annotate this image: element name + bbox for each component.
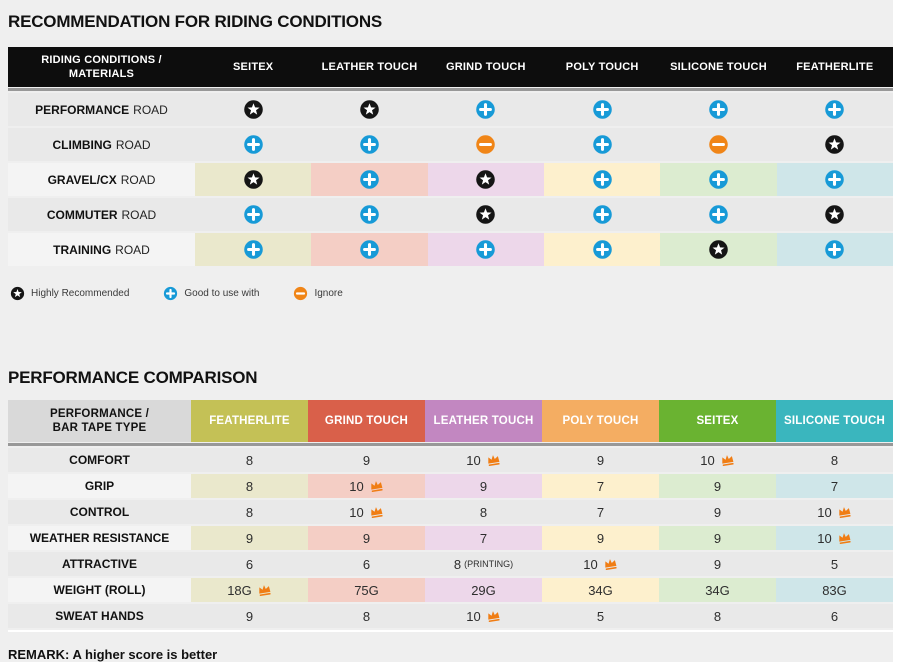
score-value: 9	[362, 452, 371, 468]
plus-icon	[359, 134, 380, 155]
legend	[10, 285, 893, 301]
rating-cell	[544, 93, 660, 126]
score-cell	[542, 552, 659, 576]
star-icon	[243, 99, 264, 120]
plus-icon	[243, 239, 264, 260]
table-row	[8, 552, 893, 576]
score-cell	[776, 552, 893, 576]
score-cell	[659, 474, 776, 498]
rating-cell	[311, 93, 427, 126]
row-label	[8, 163, 195, 196]
rating-cell	[311, 163, 427, 196]
score-value: 9	[596, 452, 605, 468]
plus-icon	[824, 169, 845, 190]
riding-table-title: RECOMMENDATION FOR RIDING CONDITIONS	[8, 12, 383, 31]
score-cell	[542, 474, 659, 498]
minus-icon	[475, 134, 496, 155]
star-icon	[824, 134, 845, 155]
plus-icon	[359, 239, 380, 260]
score-cell	[191, 578, 308, 602]
score-cell	[425, 474, 542, 498]
rating-cell	[660, 233, 776, 266]
score-value: 8	[830, 452, 839, 468]
row-label-bold: CONTROL	[69, 505, 130, 519]
table-row	[8, 526, 893, 550]
crown-icon	[486, 609, 501, 624]
score-cell	[425, 578, 542, 602]
crown-icon	[369, 505, 384, 520]
score-value: 8	[479, 504, 488, 520]
legend-label: Highly Recommended	[31, 287, 130, 299]
rating-cell	[311, 198, 427, 231]
score-suffix: (PRINTING)	[464, 559, 514, 569]
plus-icon	[243, 134, 264, 155]
header-underline	[8, 88, 893, 91]
plus-icon	[475, 99, 496, 120]
plus-icon	[163, 286, 178, 301]
riding-column-header: LEATHER TOUCH	[321, 60, 418, 73]
rating-cell	[195, 93, 311, 126]
rating-cell	[428, 233, 544, 266]
riding-corner-header: RIDING CONDITIONS / MATERIALS	[41, 53, 162, 80]
rating-cell	[311, 128, 427, 161]
score-value: 18G	[227, 582, 252, 598]
score-cell	[425, 448, 542, 472]
score-value: 9	[713, 556, 722, 572]
performance-column-header: SEITEX	[659, 400, 776, 442]
score-value: 34G	[705, 582, 730, 598]
legend-label: Good to use with	[184, 287, 260, 299]
riding-table-body	[8, 93, 893, 266]
star-icon	[475, 169, 496, 190]
plus-icon	[359, 204, 380, 225]
score-cell	[191, 604, 308, 628]
score-value: 7	[596, 504, 605, 520]
score-value: 9	[479, 478, 488, 494]
score-cell	[308, 578, 425, 602]
plus-icon	[359, 169, 380, 190]
performance-table-body	[8, 448, 893, 628]
best-score-crown	[837, 505, 852, 520]
score-cell	[191, 552, 308, 576]
row-label	[8, 526, 191, 550]
rating-cell	[777, 163, 893, 196]
crown-icon	[837, 531, 852, 546]
rating-cell	[195, 233, 311, 266]
score-value: 5	[596, 608, 605, 624]
table-row	[8, 474, 893, 498]
score-value: 10	[466, 608, 481, 624]
best-score-crown	[720, 453, 735, 468]
rating-cell	[544, 198, 660, 231]
score-cell	[776, 578, 893, 602]
star-icon	[10, 286, 25, 301]
score-value: 10	[817, 504, 832, 520]
score-cell	[191, 500, 308, 524]
riding-table-header	[8, 47, 893, 87]
riding-column-header: SILICONE TOUCH	[670, 60, 767, 73]
star-icon	[359, 99, 380, 120]
score-value: 8	[713, 608, 722, 624]
table-row	[8, 93, 893, 126]
score-value: 9	[713, 530, 722, 546]
score-value: 10	[349, 478, 364, 494]
rating-cell	[660, 128, 776, 161]
score-value: 7	[596, 478, 605, 494]
score-cell	[659, 604, 776, 628]
best-score-crown	[257, 583, 272, 598]
best-score-crown	[603, 557, 618, 572]
row-label	[8, 578, 191, 602]
score-cell	[191, 526, 308, 550]
table-row	[8, 233, 893, 266]
row-label-rest: ROAD	[115, 137, 151, 152]
row-label-rest: ROAD	[115, 242, 150, 257]
crown-icon	[257, 583, 272, 598]
score-cell	[308, 448, 425, 472]
performance-column-header: GRIND TOUCH	[308, 400, 425, 442]
score-value: 10	[817, 530, 832, 546]
performance-corner-header: PERFORMANCE / BAR TAPE TYPE	[8, 400, 191, 442]
rating-cell	[777, 93, 893, 126]
score-value: 8	[245, 478, 254, 494]
remark: REMARK: A higher score is better	[8, 647, 218, 662]
row-label	[8, 93, 195, 126]
score-value: 9	[596, 530, 605, 546]
crown-icon	[720, 453, 735, 468]
score-value: 8	[453, 556, 462, 572]
score-cell	[659, 552, 776, 576]
legend-item	[10, 286, 129, 301]
star-icon	[243, 169, 264, 190]
rating-cell	[544, 233, 660, 266]
score-value: 29G	[471, 582, 496, 598]
row-label	[8, 128, 195, 161]
crown-icon	[369, 479, 384, 494]
plus-icon	[592, 134, 613, 155]
score-value: 8	[245, 504, 254, 520]
score-cell	[776, 500, 893, 524]
score-value: 75G	[354, 582, 379, 598]
row-label-bold: COMFORT	[69, 453, 130, 467]
score-cell	[308, 552, 425, 576]
rating-cell	[777, 233, 893, 266]
score-value: 10	[583, 556, 598, 572]
score-cell	[425, 526, 542, 550]
score-value: 8	[245, 452, 254, 468]
plus-icon	[592, 204, 613, 225]
row-label	[8, 500, 191, 524]
score-value: 6	[362, 556, 371, 572]
plus-icon	[592, 99, 613, 120]
performance-column-header: POLY TOUCH	[542, 400, 659, 442]
rating-cell	[195, 163, 311, 196]
plus-icon	[708, 204, 729, 225]
score-cell	[308, 500, 425, 524]
header-underline	[8, 443, 893, 446]
score-value: 9	[713, 478, 722, 494]
legend-item	[163, 286, 259, 301]
row-label-bold: CLIMBING	[52, 137, 112, 152]
score-cell	[542, 604, 659, 628]
minus-icon	[708, 134, 729, 155]
rating-cell	[777, 128, 893, 161]
rating-cell	[660, 93, 776, 126]
score-value: 7	[830, 478, 839, 494]
score-value: 9	[245, 608, 254, 624]
score-cell	[542, 578, 659, 602]
score-cell	[776, 474, 893, 498]
star-icon	[475, 204, 496, 225]
rating-cell	[428, 163, 544, 196]
score-value: 9	[713, 504, 722, 520]
performance-table-header	[8, 400, 893, 442]
row-label-rest: ROAD	[121, 207, 157, 222]
best-score-crown	[486, 609, 501, 624]
score-cell	[425, 604, 542, 628]
crown-icon	[837, 505, 852, 520]
best-score-crown	[837, 531, 852, 546]
score-cell	[308, 604, 425, 628]
score-cell	[776, 448, 893, 472]
score-cell	[776, 604, 893, 628]
score-cell	[659, 578, 776, 602]
performance-table-title: PERFORMANCE COMPARISON	[8, 368, 258, 387]
crown-icon	[603, 557, 618, 572]
plus-icon	[592, 169, 613, 190]
score-value: 5	[830, 556, 839, 572]
riding-column-header: GRIND TOUCH	[446, 60, 526, 73]
table-row	[8, 448, 893, 472]
score-cell	[659, 500, 776, 524]
rating-cell	[660, 198, 776, 231]
plus-icon	[243, 204, 264, 225]
table-bottom-divider	[8, 630, 893, 632]
score-cell	[308, 526, 425, 550]
score-cell	[425, 500, 542, 524]
row-label-bold: WEATHER RESISTANCE	[29, 531, 170, 545]
rating-cell	[311, 233, 427, 266]
best-score-crown	[486, 453, 501, 468]
row-label-bold: GRIP	[84, 479, 115, 493]
rating-cell	[544, 163, 660, 196]
row-label-rest: ROAD	[120, 172, 156, 187]
row-label	[8, 474, 191, 498]
table-row	[8, 500, 893, 524]
score-value: 7	[479, 530, 488, 546]
riding-column-header: POLY TOUCH	[565, 60, 639, 73]
row-label	[8, 198, 195, 231]
star-icon	[824, 204, 845, 225]
plus-icon	[708, 169, 729, 190]
row-label-rest: ROAD	[133, 102, 168, 117]
row-label	[8, 448, 191, 472]
rating-cell	[195, 128, 311, 161]
table-row	[8, 128, 893, 161]
score-cell	[659, 448, 776, 472]
rating-cell	[660, 163, 776, 196]
row-label	[8, 552, 191, 576]
table-row	[8, 198, 893, 231]
table-row	[8, 163, 893, 196]
score-cell	[308, 474, 425, 498]
score-cell	[659, 526, 776, 550]
plus-icon	[592, 239, 613, 260]
star-icon	[708, 239, 729, 260]
table-row	[8, 578, 893, 602]
performance-column-header: FEATHERLITE	[191, 400, 308, 442]
score-value: 10	[349, 504, 364, 520]
score-value: 6	[245, 556, 254, 572]
score-value: 10	[466, 452, 481, 468]
row-label	[8, 604, 191, 628]
plus-icon	[824, 99, 845, 120]
score-cell	[776, 526, 893, 550]
row-label-bold: SWEAT HANDS	[55, 609, 144, 623]
best-score-crown	[369, 505, 384, 520]
row-label-bold: COMMUTER	[46, 207, 118, 222]
plus-icon	[824, 239, 845, 260]
rating-cell	[195, 198, 311, 231]
legend-label: Ignore	[314, 287, 343, 299]
crown-icon	[486, 453, 501, 468]
score-value: 8	[362, 608, 371, 624]
row-label-bold: GRAVEL/CX	[47, 172, 117, 187]
row-label	[8, 233, 195, 266]
score-cell	[191, 448, 308, 472]
score-cell	[191, 474, 308, 498]
score-value: 10	[700, 452, 715, 468]
score-value: 9	[245, 530, 254, 546]
score-cell	[542, 500, 659, 524]
rating-cell	[428, 93, 544, 126]
row-label-bold: TRAINING	[53, 242, 112, 257]
score-value: 9	[362, 530, 371, 546]
row-label-bold: PERFORMANCE	[35, 102, 130, 117]
rating-cell	[544, 128, 660, 161]
score-value: 83G	[822, 582, 847, 598]
score-cell	[542, 526, 659, 550]
plus-icon	[475, 239, 496, 260]
rating-cell	[428, 198, 544, 231]
riding-conditions-table	[8, 47, 893, 266]
performance-comparison-table	[8, 400, 893, 628]
performance-column-header: LEATHER TOUCH	[425, 400, 542, 442]
score-cell	[425, 552, 542, 576]
best-score-crown	[369, 479, 384, 494]
minus-icon	[293, 286, 308, 301]
plus-icon	[708, 99, 729, 120]
rating-cell	[428, 128, 544, 161]
score-cell	[542, 448, 659, 472]
riding-column-header: SEITEX	[233, 60, 274, 73]
row-label-bold: WEIGHT (ROLL)	[53, 583, 146, 597]
row-label-bold: ATTRACTIVE	[61, 557, 138, 571]
performance-column-header: SILICONE TOUCH	[776, 400, 893, 442]
score-value: 34G	[588, 582, 613, 598]
score-value: 6	[830, 608, 839, 624]
table-row	[8, 604, 893, 628]
legend-item	[293, 286, 342, 301]
riding-column-header: FEATHERLITE	[796, 60, 874, 73]
rating-cell	[777, 198, 893, 231]
